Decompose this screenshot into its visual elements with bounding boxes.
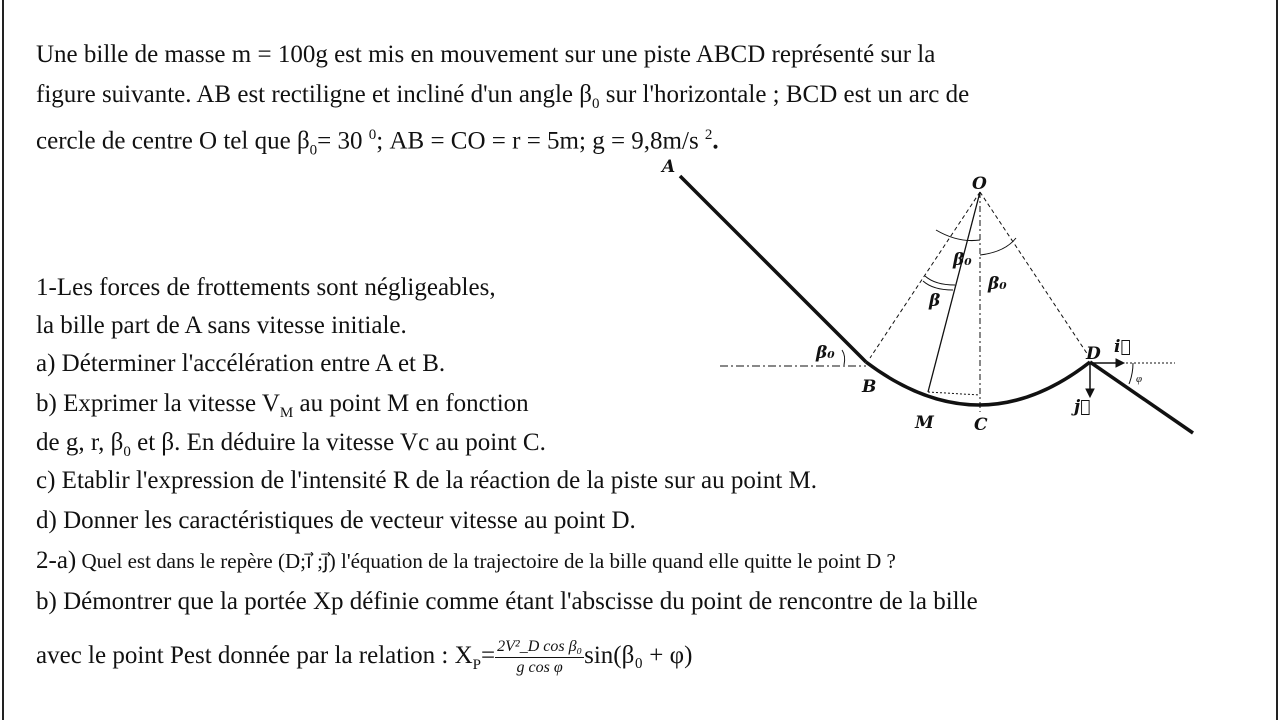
q-text: Quel est dans le repère (D;i⃗ ;j⃗) l'équation de la trajectoire de la bille quand elle quitte le point D ? <box>76 549 896 573</box>
superscript: 2 <box>704 127 713 143</box>
label-a: A <box>662 157 676 177</box>
q1-line-2: la bille part de A sans vitesse initiale. <box>36 312 407 339</box>
q-text: = <box>481 642 496 670</box>
intro-text: cercle de centre O tel que β <box>36 127 310 155</box>
label-vector-i: i⃗ <box>1114 337 1131 357</box>
subscript: M <box>279 405 294 421</box>
q-text: avec le point Pest donnée par la relation : X <box>36 642 473 670</box>
subscript: 0 <box>309 142 318 159</box>
label-vector-j: j⃗ <box>1074 397 1091 417</box>
label-beta0-incline: β₀ <box>816 343 835 363</box>
q1-d: d) Donner les caractéristiques de vecteur vitesse au point D. <box>36 507 636 534</box>
angle-arc-beta0-left <box>936 230 980 241</box>
angle-arc-beta-2 <box>923 281 953 290</box>
intro-text: ; AB = CO = r = 5m; g = 9,8m/s <box>376 127 705 155</box>
fraction-denominator: g cos φ <box>516 659 563 676</box>
label-phi: φ <box>1136 373 1143 385</box>
q1-a: a) Déterminer l'accélération entre A et B. <box>36 350 446 377</box>
q1-c: c) Etablir l'expression de l'intensité R de la réaction de la piste sur au point M. <box>36 467 818 494</box>
label-d: D <box>1086 344 1101 364</box>
label-o: O <box>972 174 987 194</box>
subscript: 0 <box>591 96 600 112</box>
label-c: C <box>974 415 988 435</box>
track-arc-bcd <box>866 362 1090 405</box>
subscript: P <box>472 657 482 674</box>
radius-ob <box>870 192 980 358</box>
angle-arc-beta0-b <box>842 350 845 365</box>
q-text: de g, r, β <box>36 429 124 456</box>
q-text: 2-a) <box>36 547 77 574</box>
q-text: sin(β₀ + φ) <box>584 642 693 670</box>
track-segment-ab <box>680 176 866 362</box>
superscript: 0 <box>368 127 377 143</box>
angle-arc-phi <box>1129 363 1133 384</box>
q-text: et β. En déduire la vitesse Vc au point C. <box>130 429 546 456</box>
q-text: b) Exprimer la vitesse V <box>36 390 280 417</box>
intro-text: = 30 <box>317 127 369 155</box>
intro-text: Une bille de masse m = 100g est mis en mouvement sur une piste ABCD représenté sur la <box>36 41 936 68</box>
label-beta0-right: β₀ <box>988 274 1007 294</box>
projection-m <box>928 392 980 395</box>
label-beta: β <box>929 291 941 311</box>
q1-line-1: 1-Les forces de frottements sont négligeables, <box>36 274 496 301</box>
subscript: 0 <box>123 444 131 460</box>
label-m: M <box>915 413 934 433</box>
vector-i-head <box>1116 359 1124 367</box>
intro-text: figure suivante. AB est rectiligne et incliné d'un angle β <box>36 81 592 108</box>
angle-arc-beta0-right <box>980 238 1016 255</box>
intro-text: . <box>712 127 719 155</box>
fraction-numerator: 2V²_D cos β₀ <box>495 637 584 658</box>
angle-arc-beta <box>925 276 955 285</box>
label-b: B <box>862 377 877 397</box>
vector-j-head <box>1086 389 1094 397</box>
label-beta0-left: β₀ <box>953 250 972 270</box>
q-text: au point M en fonction <box>293 390 529 417</box>
q2-b: b) Démontrer que la portée Xp définie comme étant l'abscisse du point de rencontre de la bille <box>36 588 978 615</box>
intro-text: sur l'horizontale ; BCD est un arc de <box>599 81 970 108</box>
